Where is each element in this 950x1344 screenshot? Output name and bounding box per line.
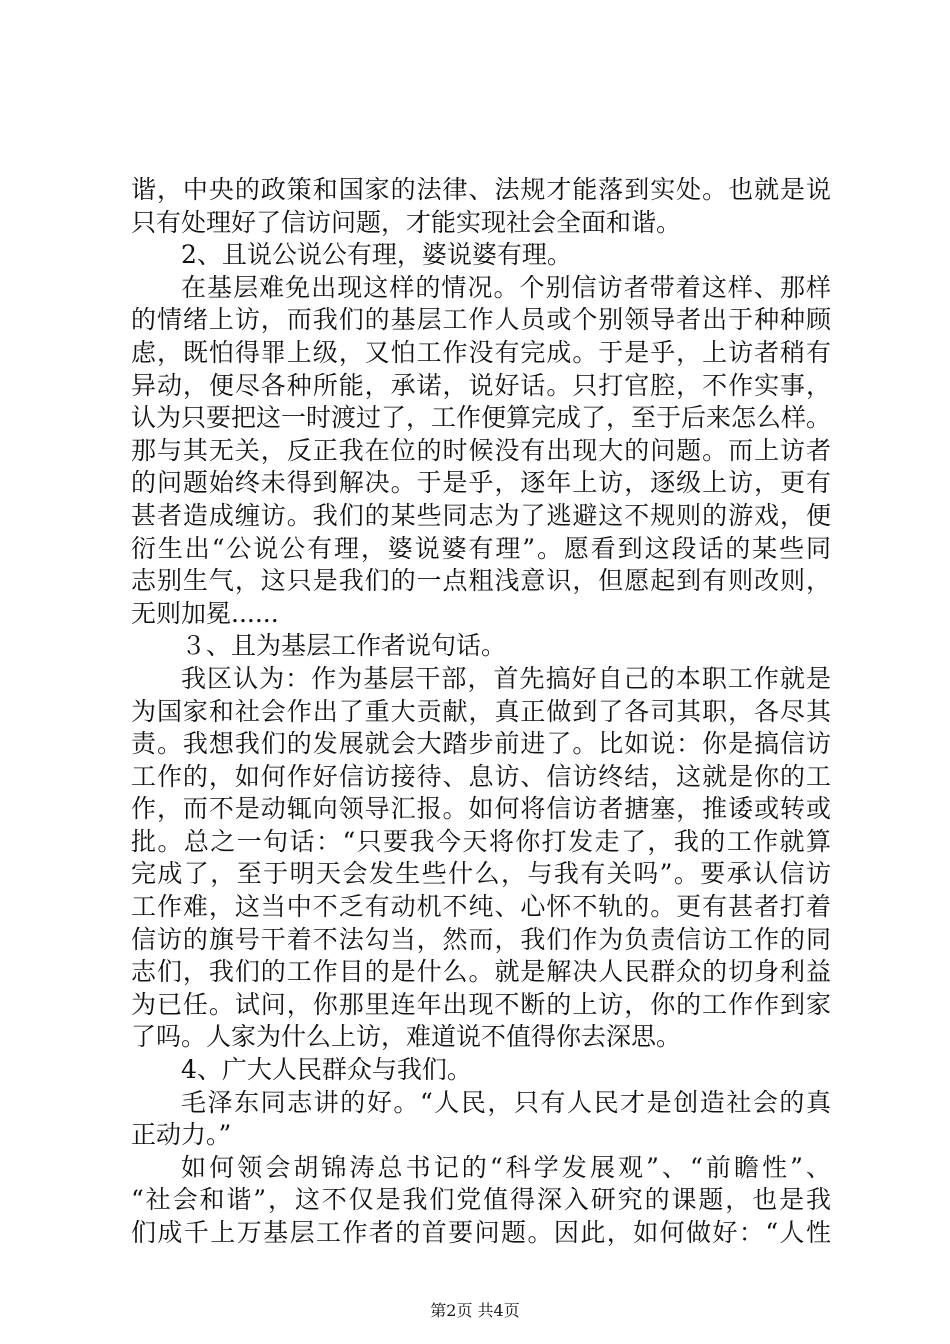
text-line: 认为只要把这一时渡过了，工作便算完成了，至于后来怎么样。: [131, 403, 832, 433]
text-line: 的情绪上访，而我们的基层工作人员或个别领导者出于种种顾: [131, 305, 831, 335]
text-line: 无则加冕......: [131, 598, 279, 628]
text-line: 正动力。”: [131, 1120, 232, 1150]
text-line: 们成千上万基层工作者的首要问题。因此，如何做好：“人性: [131, 1218, 831, 1247]
text-line: 异动，便尽各种所能，承诺，说好话。只打官腔，不作实事，: [131, 370, 831, 400]
text-line: 为已任。试问，你那里连年出现不断的上访，你的工作作到家: [131, 989, 831, 1019]
text-line: 工作难，这当中不乏有动机不纯、心怀不轨的。更有甚者打着: [131, 892, 831, 922]
text-line: 甚者造成缠访。我们的某些同志为了逃避这不规则的游戏，便: [131, 500, 831, 530]
text-line: 如何领会胡锦涛总书记的“科学发展观”、“前瞻性”、: [181, 1152, 831, 1182]
text-line: 那与其无关，反正我在位的时候没有出现大的问题。而上访者: [131, 435, 831, 465]
text-line: 信访的旗号干着不法勾当，然而，我们作为负责信访工作的同: [131, 924, 831, 954]
text-line: 为国家和社会作出了重大贡献，真正做到了各司其职，各尽其: [131, 696, 831, 726]
text-line: 志别生气，这只是我们的一点粗浅意识，但愿起到有则改则，: [131, 566, 831, 596]
body-text: [131, 174, 831, 1250]
text-line: 4、广大人民群众与我们。: [181, 1055, 472, 1085]
text-line: 责。我想我们的发展就会大踏步前进了。比如说：你是搞信访: [131, 729, 831, 759]
text-line: 衍生出“公说公有理，婆说婆有理”。愿看到这段话的某些同: [131, 533, 831, 563]
text-line: 毛泽东同志讲的好。“人民，只有人民才是创造社会的真: [181, 1087, 831, 1117]
text-line: 只有处理好了信访问题，才能实现社会全面和谐。: [131, 207, 682, 237]
text-line: 在基层难免出现这样的情况。个别信访者带着这样、那样: [181, 272, 831, 302]
text-line: 2、且说公说公有理，婆说婆有理。: [181, 240, 572, 270]
text-line: 工作的，如何作好信访接待、息访、信访终结，这就是你的工: [131, 761, 831, 791]
text-line: 我区认为：作为基层干部，首先搞好自己的本职工作就是: [181, 663, 831, 693]
text-line: 谐，中央的政策和国家的法律、法规才能落到实处。也就是说: [131, 175, 831, 204]
text-line: 的问题始终未得到解决。于是乎，逐年上访，逐级上访，更有: [131, 468, 831, 498]
text-line: 了吗。人家为什么上访，难道说不值得你去深思。: [131, 1022, 682, 1052]
text-line: 完成了，至于明天会发生些什么，与我有关吗”。要承认信访: [131, 859, 831, 889]
text-line: 批。总之一句话：“只要我今天将你打发走了，我的工作就算: [131, 826, 831, 856]
text-line: “社会和谐”，这不仅是我们党值得深入研究的课题，也是我: [131, 1185, 831, 1215]
text-line: 作，而不是动辄向领导汇报。如何将信访者搪塞，推诿或转或: [131, 794, 831, 824]
text-line: ３、且为基层工作者说句话。: [181, 631, 507, 661]
text-line: 虑，既怕得罪上级，又怕工作没有完成。于是乎，上访者稍有: [131, 337, 831, 367]
page-footer: 第2页 共4页: [430, 1301, 520, 1320]
text-line: 志们，我们的工作目的是什么。就是解决人民群众的切身利益: [131, 957, 831, 987]
